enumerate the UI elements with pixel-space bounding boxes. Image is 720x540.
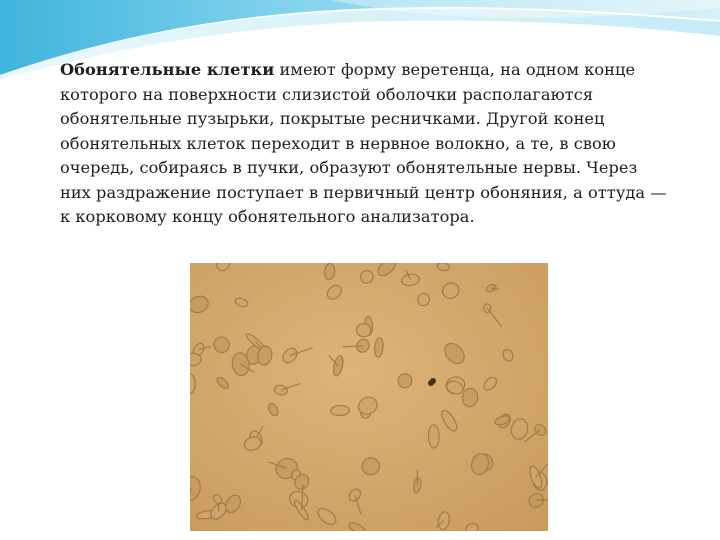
bold-term: Обонятельные клетки bbox=[60, 60, 275, 79]
cell-shape bbox=[330, 405, 349, 416]
micrograph-image bbox=[190, 263, 548, 531]
debris-spot bbox=[428, 380, 434, 386]
paragraph-rest: имеют форму веретенца, на одном конце которого на поверхности слизистой оболочки располагаются обонятельные пузырьки, покрытые ресничками. Другой конец обонятельных клеток переходит в нервное волокно, а те, в свою очередь, собираясь в пучки, образуют обонятельные нервы. Через них раздражение поступает в первичный центр обоняния, а оттуда — к корковому концу обонятельного анализатора. bbox=[60, 60, 667, 226]
cell-shape bbox=[356, 323, 371, 337]
body-paragraph bbox=[60, 58, 670, 230]
cell-shape bbox=[398, 373, 413, 388]
cell-shape bbox=[428, 425, 439, 448]
micrograph-olfactory-cells-icon bbox=[190, 263, 548, 531]
